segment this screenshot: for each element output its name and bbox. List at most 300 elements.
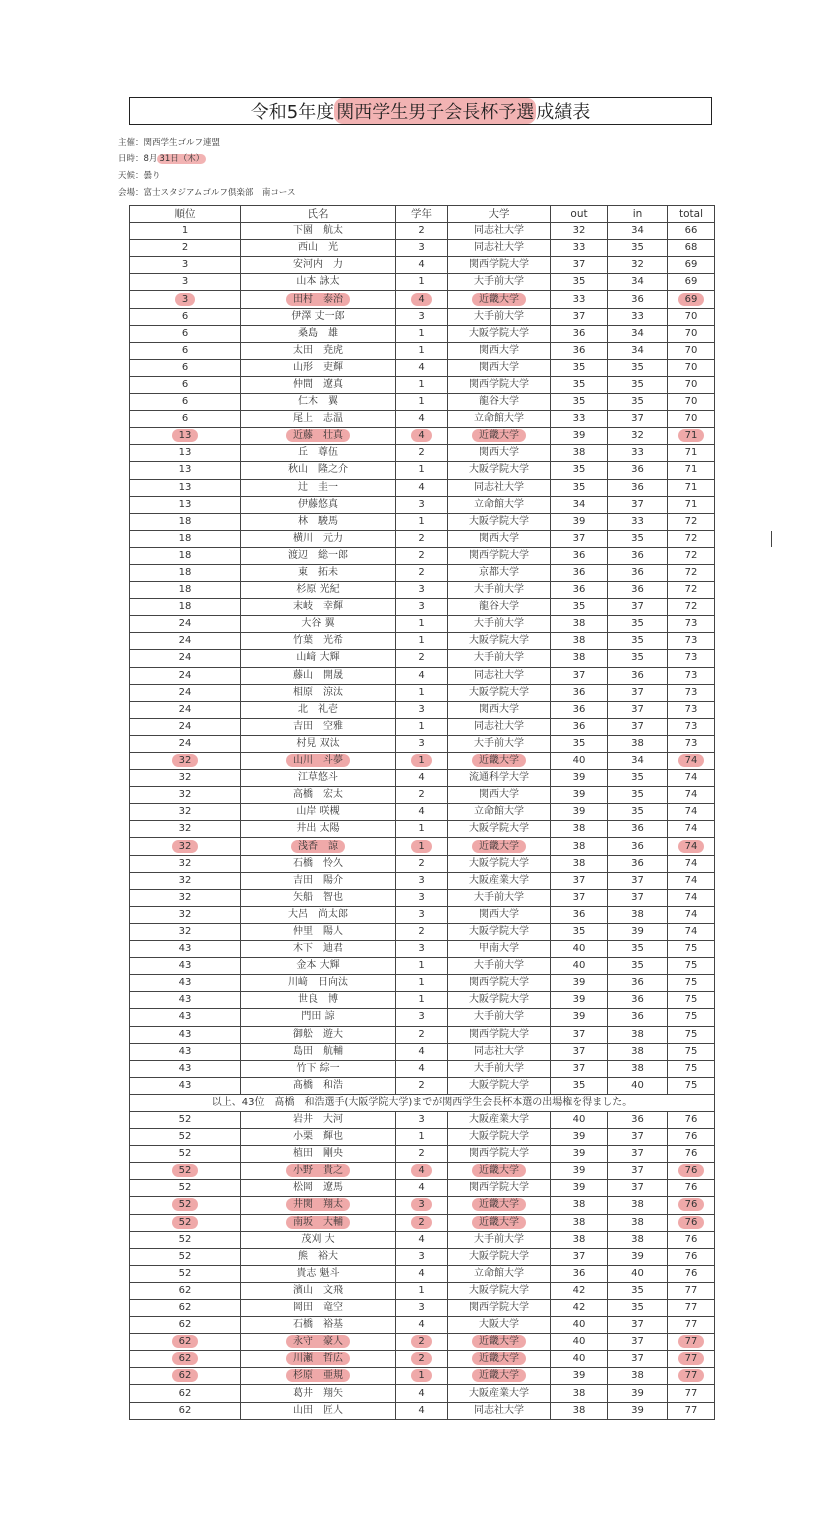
cell-out: 38 <box>551 1214 608 1231</box>
cell-name: 秋山 隆之介 <box>241 462 396 479</box>
cell-rank <box>130 1214 241 1231</box>
venue-line: 会場：富士スタジアムゴルフ倶楽部 南コース <box>118 188 296 198</box>
cell-grade: 4 <box>396 1265 448 1282</box>
qualification-note-row <box>130 1094 715 1111</box>
cell-name: 竹下 綜一 <box>241 1060 396 1077</box>
cell-total <box>668 1197 715 1214</box>
cell-name: 安河内 力 <box>241 257 396 274</box>
cell-grade: 2 <box>396 1146 448 1163</box>
cell-out: 35 <box>551 462 608 479</box>
cell-grade: 3 <box>396 1009 448 1026</box>
cell-name: 山形 吏輝 <box>241 359 396 376</box>
cell-name: 茂刈 大 <box>241 1231 396 1248</box>
cell-name: 井出 太陽 <box>241 821 396 838</box>
cell-univ: 甲南大学 <box>448 941 551 958</box>
cell-total: 75 <box>668 1009 715 1026</box>
table-row <box>130 889 715 906</box>
cell-name: 仲里 陽人 <box>241 923 396 940</box>
header-rank: 順位 <box>130 206 241 223</box>
cell-grade <box>396 1334 448 1351</box>
cell-name: 東 拓未 <box>241 564 396 581</box>
cell-out: 37 <box>551 1060 608 1077</box>
cell-name: 藤山 開晟 <box>241 667 396 684</box>
table-row-highlighted <box>130 753 715 770</box>
cell-univ: 大手前大学 <box>448 735 551 752</box>
cell-univ: 同志社大学 <box>448 718 551 735</box>
cell-total: 73 <box>668 667 715 684</box>
cell-grade: 4 <box>396 1317 448 1334</box>
cell-in: 38 <box>608 1197 668 1214</box>
cell-out: 32 <box>551 223 608 240</box>
cell-total: 73 <box>668 684 715 701</box>
cell-name: 島田 航輔 <box>241 1043 396 1060</box>
cell-in: 33 <box>608 445 668 462</box>
table-row <box>130 1026 715 1043</box>
cell-grade: 2 <box>396 445 448 462</box>
cell-total: 77 <box>668 1385 715 1402</box>
cell-name: 髙橋 和浩 <box>241 1077 396 1094</box>
cell-total: 66 <box>668 223 715 240</box>
table-row <box>130 479 715 496</box>
cell-name: 熊 裕大 <box>241 1248 396 1265</box>
cell-total: 74 <box>668 787 715 804</box>
table-row <box>130 1282 715 1299</box>
cell-in: 37 <box>608 701 668 718</box>
cell-in: 36 <box>608 855 668 872</box>
cell-univ: 同志社大学 <box>448 223 551 240</box>
cell-in: 36 <box>608 821 668 838</box>
table-row <box>130 394 715 411</box>
table-row <box>130 308 715 325</box>
cell-out: 35 <box>551 274 608 291</box>
cell-total: 70 <box>668 411 715 428</box>
cell-total: 73 <box>668 701 715 718</box>
cell-total: 69 <box>668 274 715 291</box>
cell-out: 40 <box>551 958 608 975</box>
highlight-pill: 永守 豪人 <box>286 1335 350 1348</box>
cell-univ: 流通科学大学 <box>448 770 551 787</box>
cell-rank: 2 <box>130 240 241 257</box>
cell-name <box>241 291 396 308</box>
table-row <box>130 616 715 633</box>
cell-grade <box>396 1197 448 1214</box>
cell-rank: 13 <box>130 445 241 462</box>
cell-total: 74 <box>668 889 715 906</box>
date-prefix: 日時：8月 <box>118 154 158 164</box>
cell-total: 72 <box>668 564 715 581</box>
cell-in: 38 <box>608 1060 668 1077</box>
cell-rank: 62 <box>130 1402 241 1419</box>
cell-univ: 大手前大学 <box>448 1009 551 1026</box>
cell-univ: 関西大学 <box>448 787 551 804</box>
cell-rank: 32 <box>130 872 241 889</box>
cell-total: 71 <box>668 479 715 496</box>
cell-rank: 24 <box>130 718 241 735</box>
cell-name: 門田 諒 <box>241 1009 396 1026</box>
cell-univ: 大阪学院大学 <box>448 633 551 650</box>
cell-out: 38 <box>551 445 608 462</box>
cell-out: 39 <box>551 992 608 1009</box>
cell-rank <box>130 838 241 855</box>
cell-name <box>241 1197 396 1214</box>
highlight-pill: 77 <box>678 1352 705 1365</box>
cell-out: 37 <box>551 1026 608 1043</box>
table-header-row <box>130 206 715 223</box>
cell-total: 76 <box>668 1146 715 1163</box>
cell-name: 松岡 遼馬 <box>241 1180 396 1197</box>
cell-rank: 18 <box>130 530 241 547</box>
table-row <box>130 530 715 547</box>
table-row <box>130 684 715 701</box>
table-row <box>130 223 715 240</box>
cell-rank: 52 <box>130 1231 241 1248</box>
cell-name: 下園 航太 <box>241 223 396 240</box>
cell-univ: 関西学院大学 <box>448 376 551 393</box>
table-row <box>130 633 715 650</box>
cell-univ: 同志社大学 <box>448 240 551 257</box>
highlight-pill: 76 <box>678 1164 705 1177</box>
table-row <box>130 667 715 684</box>
cell-rank: 43 <box>130 975 241 992</box>
table-row <box>130 1402 715 1419</box>
cell-out: 33 <box>551 411 608 428</box>
cell-name: 伊澤 丈一郎 <box>241 308 396 325</box>
cell-rank <box>130 1163 241 1180</box>
cell-total: 70 <box>668 325 715 342</box>
cell-in: 39 <box>608 1402 668 1419</box>
cell-total: 72 <box>668 599 715 616</box>
cell-name: 仁木 翼 <box>241 394 396 411</box>
cell-univ <box>448 291 551 308</box>
cell-total: 75 <box>668 1026 715 1043</box>
table-row <box>130 547 715 564</box>
cell-univ <box>448 428 551 445</box>
cell-rank: 52 <box>130 1146 241 1163</box>
cell-rank: 52 <box>130 1180 241 1197</box>
table-row-highlighted <box>130 1351 715 1368</box>
cell-in: 36 <box>608 479 668 496</box>
cell-rank: 1 <box>130 223 241 240</box>
results-body <box>130 223 715 1420</box>
table-row <box>130 257 715 274</box>
cell-univ: 関西学院大学 <box>448 547 551 564</box>
cell-univ: 関西大学 <box>448 530 551 547</box>
table-row <box>130 564 715 581</box>
cell-out: 33 <box>551 291 608 308</box>
cell-total: 74 <box>668 855 715 872</box>
cell-name: 尾上 志温 <box>241 411 396 428</box>
table-row <box>130 1146 715 1163</box>
cell-out: 35 <box>551 735 608 752</box>
table-row-highlighted <box>130 1334 715 1351</box>
cell-out: 39 <box>551 1163 608 1180</box>
highlight-pill: 近畿大学 <box>472 1216 526 1229</box>
cell-univ: 関西学院大学 <box>448 1300 551 1317</box>
cell-grade <box>396 1351 448 1368</box>
highlight-pill: 52 <box>172 1216 199 1229</box>
cell-total: 72 <box>668 530 715 547</box>
cell-in: 37 <box>608 411 668 428</box>
cell-name: 石橋 怜久 <box>241 855 396 872</box>
cell-rank: 3 <box>130 257 241 274</box>
cell-univ <box>448 1197 551 1214</box>
cell-in: 37 <box>608 496 668 513</box>
cell-out: 39 <box>551 770 608 787</box>
cell-out: 38 <box>551 855 608 872</box>
cell-rank <box>130 291 241 308</box>
cell-rank: 62 <box>130 1317 241 1334</box>
cell-total: 76 <box>668 1265 715 1282</box>
cell-out: 38 <box>551 633 608 650</box>
cell-out: 39 <box>551 428 608 445</box>
cell-name: 山﨑 大輝 <box>241 650 396 667</box>
cell-in: 32 <box>608 257 668 274</box>
cell-univ: 大阪学院大学 <box>448 1248 551 1265</box>
cell-in: 36 <box>608 1111 668 1128</box>
title-prefix: 令和5年度 <box>250 102 335 123</box>
cell-out: 38 <box>551 1231 608 1248</box>
cell-total: 76 <box>668 1180 715 1197</box>
cell-name: 竹葉 光希 <box>241 633 396 650</box>
cell-total: 69 <box>668 257 715 274</box>
cell-grade: 1 <box>396 274 448 291</box>
cell-name: 吉田 空雅 <box>241 718 396 735</box>
cell-in: 38 <box>608 906 668 923</box>
cell-name <box>241 1368 396 1385</box>
cell-grade: 1 <box>396 616 448 633</box>
cell-name <box>241 1351 396 1368</box>
table-row-highlighted <box>130 428 715 445</box>
cell-in: 35 <box>608 941 668 958</box>
cell-total: 70 <box>668 359 715 376</box>
cell-univ: 関西大学 <box>448 906 551 923</box>
table-row <box>130 1180 715 1197</box>
cell-name: 小栗 輝也 <box>241 1129 396 1146</box>
cell-univ <box>448 753 551 770</box>
cell-total: 74 <box>668 770 715 787</box>
cell-grade: 1 <box>396 513 448 530</box>
cell-univ: 同志社大学 <box>448 667 551 684</box>
cell-in: 35 <box>608 616 668 633</box>
highlight-pill: 4 <box>411 429 431 442</box>
cell-grade: 4 <box>396 1043 448 1060</box>
highlight-pill: 77 <box>678 1335 705 1348</box>
cell-univ: 大手前大学 <box>448 274 551 291</box>
organizer-line: 主催：関西学生ゴルフ連盟 <box>118 138 221 148</box>
cell-rank: 32 <box>130 906 241 923</box>
highlight-pill: 52 <box>172 1164 199 1177</box>
cell-out: 39 <box>551 1180 608 1197</box>
cell-out: 38 <box>551 1385 608 1402</box>
cell-rank: 43 <box>130 958 241 975</box>
cell-out: 33 <box>551 240 608 257</box>
cell-in: 38 <box>608 1368 668 1385</box>
cell-in: 34 <box>608 274 668 291</box>
cell-rank: 32 <box>130 855 241 872</box>
table-row <box>130 804 715 821</box>
cell-in: 37 <box>608 1351 668 1368</box>
cell-in: 36 <box>608 547 668 564</box>
cell-out: 36 <box>551 564 608 581</box>
cell-out: 35 <box>551 1077 608 1094</box>
cell-rank: 43 <box>130 1060 241 1077</box>
cell-grade <box>396 291 448 308</box>
cell-in: 37 <box>608 889 668 906</box>
cell-in: 36 <box>608 582 668 599</box>
cell-rank: 24 <box>130 701 241 718</box>
table-row <box>130 1077 715 1094</box>
cell-out: 34 <box>551 496 608 513</box>
cell-total <box>668 1334 715 1351</box>
cell-univ: 大手前大学 <box>448 650 551 667</box>
cell-rank: 32 <box>130 804 241 821</box>
cell-grade: 1 <box>396 992 448 1009</box>
table-row <box>130 411 715 428</box>
cell-grade <box>396 1163 448 1180</box>
cell-grade: 1 <box>396 394 448 411</box>
table-row <box>130 872 715 889</box>
cell-univ <box>448 1214 551 1231</box>
table-row <box>130 958 715 975</box>
cell-univ: 関西大学 <box>448 342 551 359</box>
cell-out: 39 <box>551 975 608 992</box>
cell-in: 36 <box>608 1009 668 1026</box>
highlight-pill: 32 <box>172 754 199 767</box>
highlight-pill: 62 <box>172 1335 199 1348</box>
cell-grade: 2 <box>396 564 448 581</box>
highlight-pill: 76 <box>678 1198 705 1211</box>
cell-univ: 大手前大学 <box>448 308 551 325</box>
cell-in: 37 <box>608 1180 668 1197</box>
cell-rank <box>130 1368 241 1385</box>
cell-rank: 13 <box>130 479 241 496</box>
cell-grade: 3 <box>396 889 448 906</box>
cell-in: 35 <box>608 1300 668 1317</box>
table-row <box>130 1231 715 1248</box>
table-row <box>130 770 715 787</box>
cell-rank: 18 <box>130 582 241 599</box>
highlight-pill: 4 <box>411 1164 431 1177</box>
cell-in: 37 <box>608 1317 668 1334</box>
cell-total: 75 <box>668 958 715 975</box>
cell-rank: 43 <box>130 1043 241 1060</box>
cell-total: 70 <box>668 308 715 325</box>
highlight-pill: 69 <box>678 293 705 306</box>
cell-out: 36 <box>551 718 608 735</box>
cell-out: 40 <box>551 1334 608 1351</box>
cell-grade <box>396 838 448 855</box>
cell-rank: 62 <box>130 1300 241 1317</box>
table-row <box>130 513 715 530</box>
cell-univ: 大阪学院大学 <box>448 513 551 530</box>
cell-rank: 6 <box>130 325 241 342</box>
highlight-pill: 近畿大学 <box>472 1198 526 1211</box>
header-name: 氏名 <box>241 206 396 223</box>
cell-out: 37 <box>551 308 608 325</box>
cell-rank: 18 <box>130 547 241 564</box>
cell-name: 江草悠斗 <box>241 770 396 787</box>
cell-out: 39 <box>551 804 608 821</box>
cell-in: 36 <box>608 564 668 581</box>
cell-name <box>241 838 396 855</box>
table-row <box>130 359 715 376</box>
cell-in: 38 <box>608 1026 668 1043</box>
cell-rank: 52 <box>130 1111 241 1128</box>
cell-rank: 18 <box>130 599 241 616</box>
cell-out: 40 <box>551 941 608 958</box>
highlight-pill: 1 <box>411 840 431 853</box>
cell-grade: 3 <box>396 496 448 513</box>
cell-total: 71 <box>668 462 715 479</box>
cell-out: 40 <box>551 1111 608 1128</box>
cell-univ: 関西学院大学 <box>448 975 551 992</box>
cell-grade: 4 <box>396 479 448 496</box>
cell-grade: 4 <box>396 1385 448 1402</box>
cell-out: 39 <box>551 787 608 804</box>
cell-univ: 大手前大学 <box>448 1060 551 1077</box>
highlight-pill: 4 <box>411 293 431 306</box>
highlight-pill: 杉原 亜規 <box>286 1369 350 1382</box>
highlight-pill: 52 <box>172 1198 199 1211</box>
cell-grade <box>396 1368 448 1385</box>
table-row <box>130 821 715 838</box>
table-row <box>130 1043 715 1060</box>
cell-total: 70 <box>668 376 715 393</box>
cell-in: 37 <box>608 684 668 701</box>
highlight-pill: 南坂 大輔 <box>286 1216 350 1229</box>
cell-univ <box>448 1334 551 1351</box>
table-row <box>130 240 715 257</box>
cell-rank <box>130 428 241 445</box>
cell-in: 37 <box>608 1146 668 1163</box>
cell-in: 37 <box>608 872 668 889</box>
cell-name <box>241 1163 396 1180</box>
cell-name: 末岐 幸輝 <box>241 599 396 616</box>
cell-rank: 62 <box>130 1385 241 1402</box>
cell-grade: 1 <box>396 342 448 359</box>
table-row-highlighted <box>130 1163 715 1180</box>
highlight-pill: 32 <box>172 840 199 853</box>
cell-total: 70 <box>668 342 715 359</box>
cell-in: 36 <box>608 992 668 1009</box>
cell-name: 太田 尭虎 <box>241 342 396 359</box>
cell-in: 35 <box>608 1282 668 1299</box>
highlight-pill: 山川 斗夢 <box>286 754 350 767</box>
cell-total <box>668 838 715 855</box>
cell-name: 濱山 文飛 <box>241 1282 396 1299</box>
cell-out: 38 <box>551 616 608 633</box>
cell-univ: 大阪学院大学 <box>448 325 551 342</box>
cell-total: 76 <box>668 1129 715 1146</box>
cell-in: 37 <box>608 1334 668 1351</box>
table-row <box>130 906 715 923</box>
table-row <box>130 1248 715 1265</box>
cell-total: 68 <box>668 240 715 257</box>
cell-total: 77 <box>668 1300 715 1317</box>
cell-grade: 4 <box>396 411 448 428</box>
cell-name: 丘 尊伍 <box>241 445 396 462</box>
highlight-pill: 77 <box>678 1369 705 1382</box>
table-row <box>130 923 715 940</box>
table-row-highlighted <box>130 291 715 308</box>
cell-rank: 32 <box>130 821 241 838</box>
cell-univ: 大阪産業大学 <box>448 1385 551 1402</box>
table-row <box>130 462 715 479</box>
cell-name: 高橋 宏太 <box>241 787 396 804</box>
table-row <box>130 1265 715 1282</box>
cell-univ: 同志社大学 <box>448 479 551 496</box>
cell-name: 岡田 竜空 <box>241 1300 396 1317</box>
